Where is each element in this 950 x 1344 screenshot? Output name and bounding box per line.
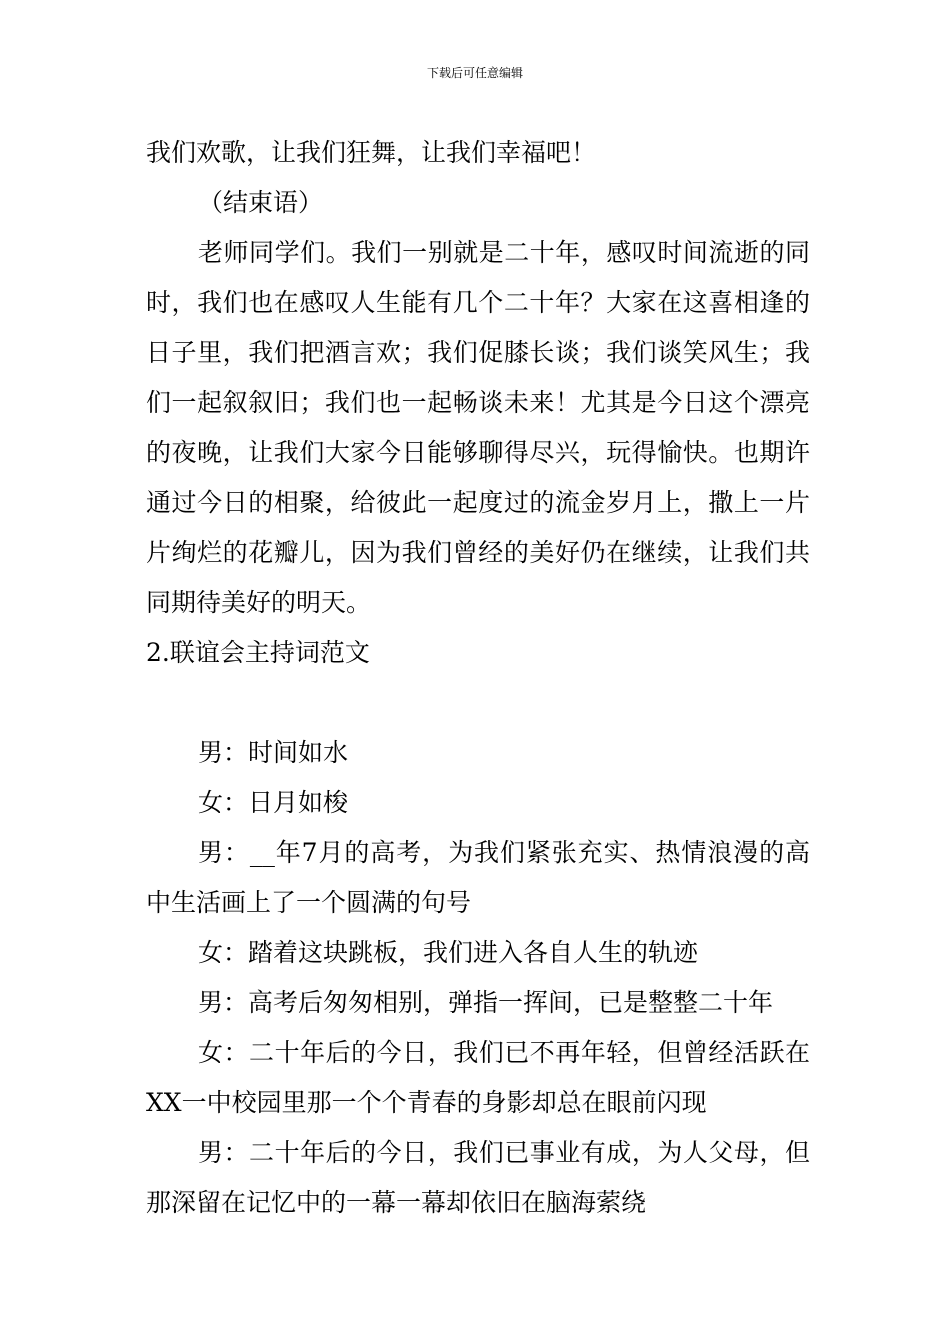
paragraph-closing-label: （结束语）	[198, 188, 324, 217]
spacer	[146, 678, 810, 728]
paragraph-closing-line: 我们欢歌，让我们狂舞，让我们幸福吧！	[146, 138, 597, 167]
paragraph-closing-speech: 老师同学们。我们一别就是二十年，感叹时间流逝的同时，我们也在感叹人生能有几个二十年？大家在这喜相逢的日子里，我们把酒言欢；我们促膝长谈；我们谈笑风生；我们一起叙叙旧；我们也一起畅谈未来！尤其是今日这个漂亮的夜晚，让我们大家今日能够聊得尽兴，玩得愉快。也期许通过今日的相聚，给彼此一起度过的流金岁月上，撒上一片片绚烂的花瓣儿，因为我们曾经的美好仍在继续，让我们共同期待美好的明天。	[146, 238, 810, 617]
dialogue-line: 男：高考后匆匆相别，弹指一挥间，已是整整二十年	[198, 988, 774, 1017]
dialogue-line: 女：日月如梭	[198, 788, 349, 817]
dialogue-line: 男：__年7月的高考，为我们紧张充实、热情浪漫的高中生活画上了一个圆满的句号	[146, 838, 810, 917]
document-body	[146, 128, 810, 1228]
dialogue-line: 女：踏着这块跳板，我们进入各自人生的轨迹	[198, 938, 699, 967]
dialogue-line: 男：时间如水	[198, 738, 349, 767]
dialogue-line: 女：二十年后的今日，我们已不再年轻，但曾经活跃在XX一中校园里那一个个青春的身影却总在眼前闪现	[146, 1038, 810, 1117]
page-header: 下载后可任意编辑	[426, 66, 523, 80]
dialogue-line: 男：二十年后的今日，我们已事业有成，为人父母，但那深留在记忆中的一幕一幕却依旧在脑海萦绕	[146, 1138, 810, 1217]
section-heading: 2.联谊会主持词范文	[146, 638, 370, 667]
